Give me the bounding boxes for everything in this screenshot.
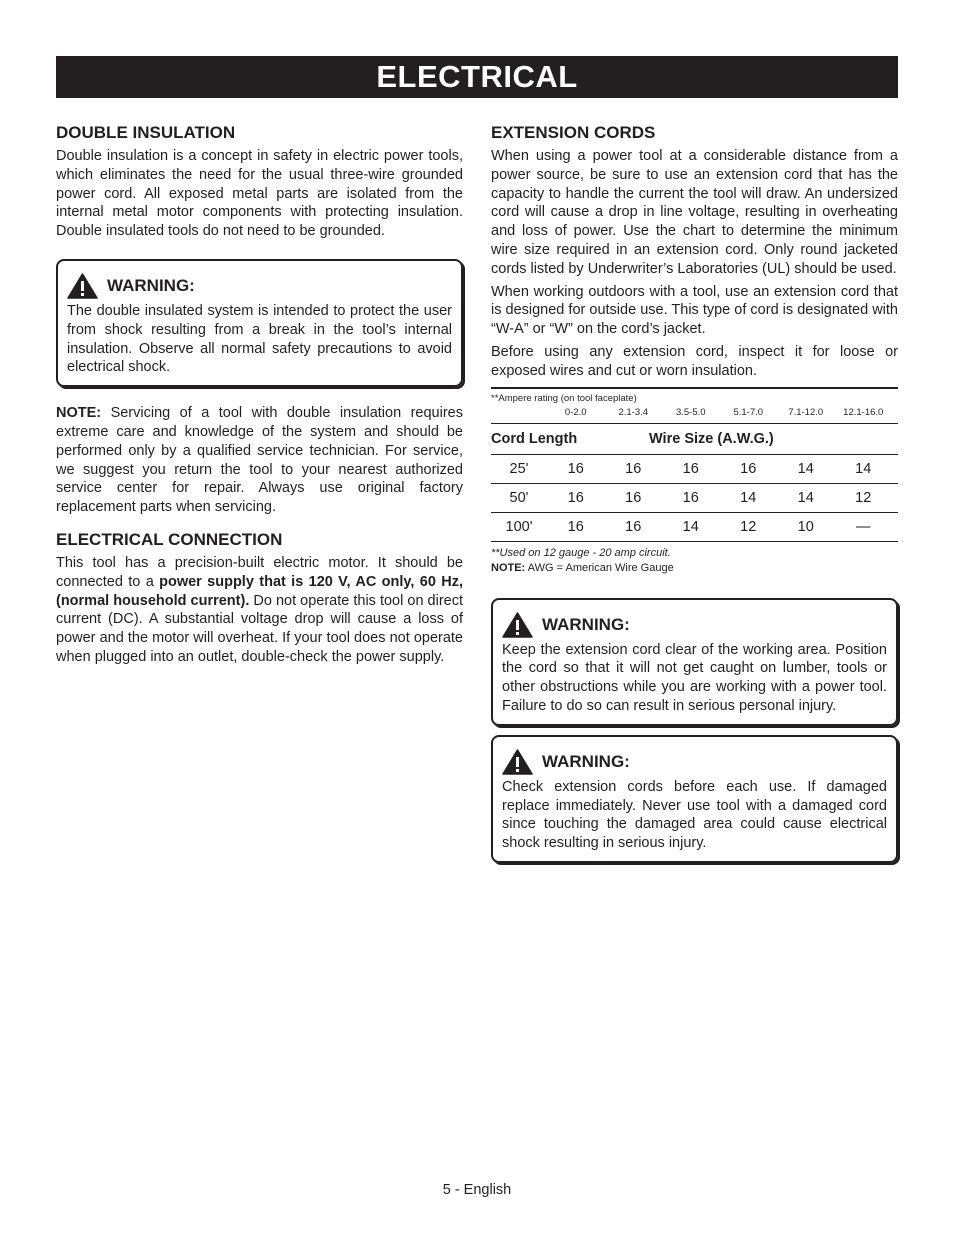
amp-range: 12.1-16.0 — [843, 406, 884, 418]
warning-header — [67, 273, 452, 299]
wire-size-cell: 16 — [567, 518, 584, 535]
warning-triangle-icon — [502, 612, 533, 638]
note-paragraph — [56, 404, 463, 517]
warning-label: WARNING: — [542, 614, 630, 634]
table-row — [491, 455, 898, 484]
amp-range: 7.1-12.0 — [788, 406, 824, 418]
wire-size-table — [491, 387, 898, 576]
cord-length-cell: 25' — [509, 460, 529, 477]
section-banner: ELECTRICAL — [56, 56, 898, 98]
extension-cords-p1: When using a power tool at a considerable distance from a power source, be sure to use an extension cord that has the capacity to handle the current the tool will draw. An undersized cord will cause a drop in line voltage, resulting in overheating and loss of power. Use the chart to determine the minimum wire size required in an extension cord. Only round jacketed cords listed by Underwriter’s Laboratories (UL) should be used. — [491, 148, 898, 277]
amp-range: 5.1-7.0 — [733, 406, 764, 418]
wire-size-cell: 16 — [567, 460, 584, 477]
warning-text: The double insulated system is intended to protect the user from shock resulting from a break in the tool’s internal insulation. Observe all normal safety precautions to avoid electrical shock. — [67, 302, 452, 376]
wire-size-cell: 16 — [682, 460, 699, 477]
wire-size-cell: 16 — [625, 518, 642, 535]
cord-length-cell: 50' — [509, 489, 529, 506]
extension-cords-p3: Before using any extension cord, inspect it for loose or exposed wires and cut or worn insulation. — [491, 343, 898, 379]
connection-text-bold: power supply that is 120 V, AC only, 60 Hz, (normal household current). — [56, 573, 463, 609]
warning-triangle-icon — [502, 749, 533, 775]
warning-triangle-icon — [67, 273, 98, 299]
warning-box-extension-cord-clear — [491, 598, 898, 726]
wire-size-cell: 10 — [797, 518, 814, 535]
warning-text: Check extension cords before each use. If damaged replace immediately. Never use tool with a damaged cord since touching the damaged area could cause electrical shock resulting in serious injury. — [502, 778, 887, 852]
cord-length-header: Cord Length — [491, 430, 578, 447]
wire-size-cell: 14 — [797, 489, 814, 506]
warning-box-double-insulation — [56, 259, 463, 387]
wire-size-cell: 14 — [740, 489, 757, 506]
table-note — [491, 561, 898, 576]
warning-header — [502, 612, 887, 638]
wire-size-cell: 14 — [682, 518, 699, 535]
table-footnotes — [491, 546, 898, 576]
wire-size-cell: 12 — [855, 489, 872, 506]
extension-cords-heading: EXTENSION CORDS — [491, 123, 656, 142]
connection-text-a: This tool has a precision-built electric motor. It should be connected to a — [56, 554, 463, 590]
warning-box-inspect-cords — [491, 735, 898, 863]
table-caption: **Ampere rating (on tool faceplate) — [491, 392, 637, 404]
warning-label: WARNING: — [107, 275, 195, 295]
electrical-connection-text — [56, 554, 463, 667]
table-footnote: **Used on 12 gauge - 20 amp circuit. — [491, 546, 671, 559]
wire-size-cell: 16 — [625, 460, 642, 477]
double-insulation-text: Double insulation is a concept in safety in electric power tools, which eliminates the need for the usual three-wire grounded power cord. All exposed metal parts are isolated from the internal metal motor components with protecting insulation. Double insulated tools do not need to be grounded. — [56, 148, 463, 240]
wire-size-header: Wire Size (A.W.G.) — [649, 430, 774, 447]
left-column — [56, 122, 463, 667]
electrical-connection-heading: ELECTRICAL CONNECTION — [56, 529, 283, 549]
cord-length-cell: 100' — [505, 518, 533, 535]
wire-size-cell: 14 — [797, 460, 814, 477]
wire-size-cell: 16 — [625, 489, 642, 506]
wire-size-cell: 14 — [855, 460, 872, 477]
wire-size-cell: — — [856, 518, 871, 535]
amp-range: 2.1-3.4 — [618, 406, 649, 418]
amp-range: 0-2.0 — [564, 406, 587, 418]
amp-range: 3.5-5.0 — [675, 406, 706, 418]
page-number: 5 - English — [442, 1182, 512, 1198]
wire-size-cell: 16 — [740, 460, 757, 477]
table-row — [491, 513, 898, 542]
warning-label: WARNING: — [542, 751, 630, 771]
note-text: Servicing of a tool with double insulation requires extreme care and knowledge of the system and should be performed only by a qualified service technician. For service, we suggest you return the tool to your nearest authorized service center for repair. Always use original factory replacement parts when servicing. — [56, 405, 463, 516]
wire-size-cell: 12 — [740, 518, 757, 535]
right-column — [491, 122, 898, 863]
table-note-text: AWG = American Wire Gauge — [525, 561, 674, 574]
warning-text: Keep the extension cord clear of the working area. Position the cord so that it will not get caught on lumber, tools or other obstructions while you are working with a power tool. Failure to do so can result in serious personal injury. — [502, 641, 887, 714]
wire-size-cell: 16 — [567, 489, 584, 506]
amp-range-row — [491, 405, 898, 424]
double-insulation-heading: DOUBLE INSULATION — [56, 123, 236, 142]
note-label: NOTE: — [56, 405, 102, 422]
warning-header — [502, 749, 887, 775]
table-note-label: NOTE: — [491, 561, 526, 574]
extension-cords-p2: When working outdoors with a tool, use an extension cord that is designed for outside use. This type of cord is designated with “W-A” or “W” on the cord’s jacket. — [491, 283, 898, 338]
table-header-row — [491, 424, 898, 455]
table-row — [491, 484, 898, 513]
connection-text-b: Do not operate this tool on direct current (DC). A substantial voltage drop will cause a loss of power and the motor will overheat. If your tool does not operate when plugged into an outlet, double-check the power supply. — [56, 592, 463, 665]
wire-size-cell: 16 — [682, 489, 699, 506]
